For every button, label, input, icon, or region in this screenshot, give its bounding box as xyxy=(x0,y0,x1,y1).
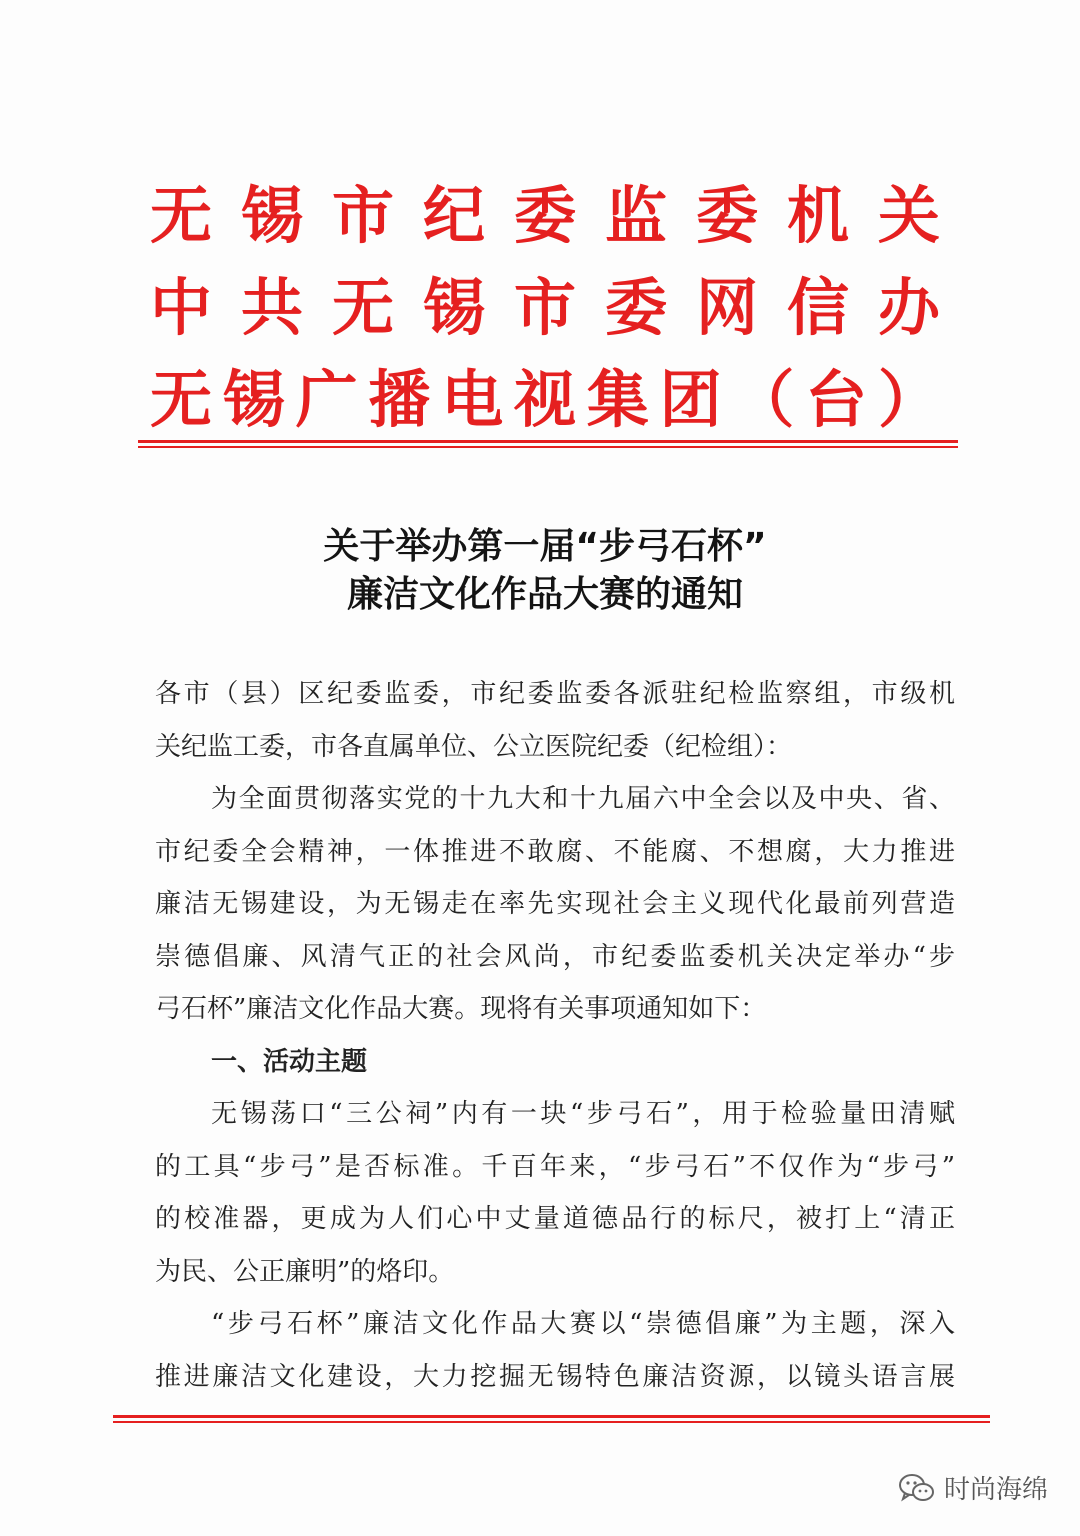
header-red-rule-thick xyxy=(138,440,958,443)
watermark-text: 时尚海绵 xyxy=(943,1475,1048,1505)
account-watermark xyxy=(898,1469,1048,1506)
wechat-icon xyxy=(898,1473,936,1503)
body-line: 关纪监工委，市各直属单位、公立医院纪委（纪检组）： xyxy=(155,731,793,762)
body-line: 弓石杯”廉洁文化作品大赛。现将有关事项通知如下： xyxy=(155,994,767,1024)
body-line: 为全面贯彻落实党的十九大和十九届六中全会以及中央、省、 xyxy=(211,784,955,814)
header-org-3: 无锡广播电视集团（台） xyxy=(150,363,940,436)
document-title-line-2: 廉洁文化作品大赛的通知 xyxy=(346,574,743,615)
body-line: 市纪委全会精神，一体推进不敢腐、不能腐、不想腐，大力推进 xyxy=(155,836,955,867)
body-line: 推进廉洁文化建设，大力挖掘无锡特色廉洁资源，以镜头语言展 xyxy=(155,1361,955,1392)
body-line: 的校准器，更成为人们心中丈量道德品行的标尺，被打上“清正 xyxy=(155,1204,955,1234)
header-red-rule-thin xyxy=(138,446,958,448)
body-line: 廉洁无锡建设，为无锡走在率先实现社会主义现代化最前列营造 xyxy=(155,889,955,919)
body-line: 崇德倡廉、风清气正的社会风尚，市纪委监委机关决定举办“步 xyxy=(155,941,955,972)
section-heading: 一、活动主题 xyxy=(211,1046,368,1077)
footer-red-rule-thick xyxy=(113,1415,990,1418)
header-org-1: 无锡市纪委监委机关 xyxy=(150,179,940,252)
body-line: “步弓石杯”廉洁文化作品大赛以“崇德倡廉”为主题，深入 xyxy=(211,1309,955,1339)
body-line: 的工具“步弓”是否标准。千百年来，“步弓石”不仅作为“步弓” xyxy=(155,1151,955,1182)
issuing-organizations-header xyxy=(150,170,940,446)
document-title-line-1: 关于举办第一届“步弓石杯” xyxy=(323,526,767,567)
body-line: 为民、公正廉明”的烙印。 xyxy=(155,1256,455,1287)
document-body xyxy=(155,668,955,1403)
body-line: 各市（县）区纪委监委，市纪委监委各派驻纪检监察组，市级机 xyxy=(155,679,955,709)
footer-red-rule-thin xyxy=(113,1421,990,1423)
body-line: 无锡荡口“三公祠”内有一块“步弓石”，用于检验量田清赋 xyxy=(211,1099,955,1129)
header-org-2: 中共无锡市委网信办 xyxy=(150,271,940,344)
